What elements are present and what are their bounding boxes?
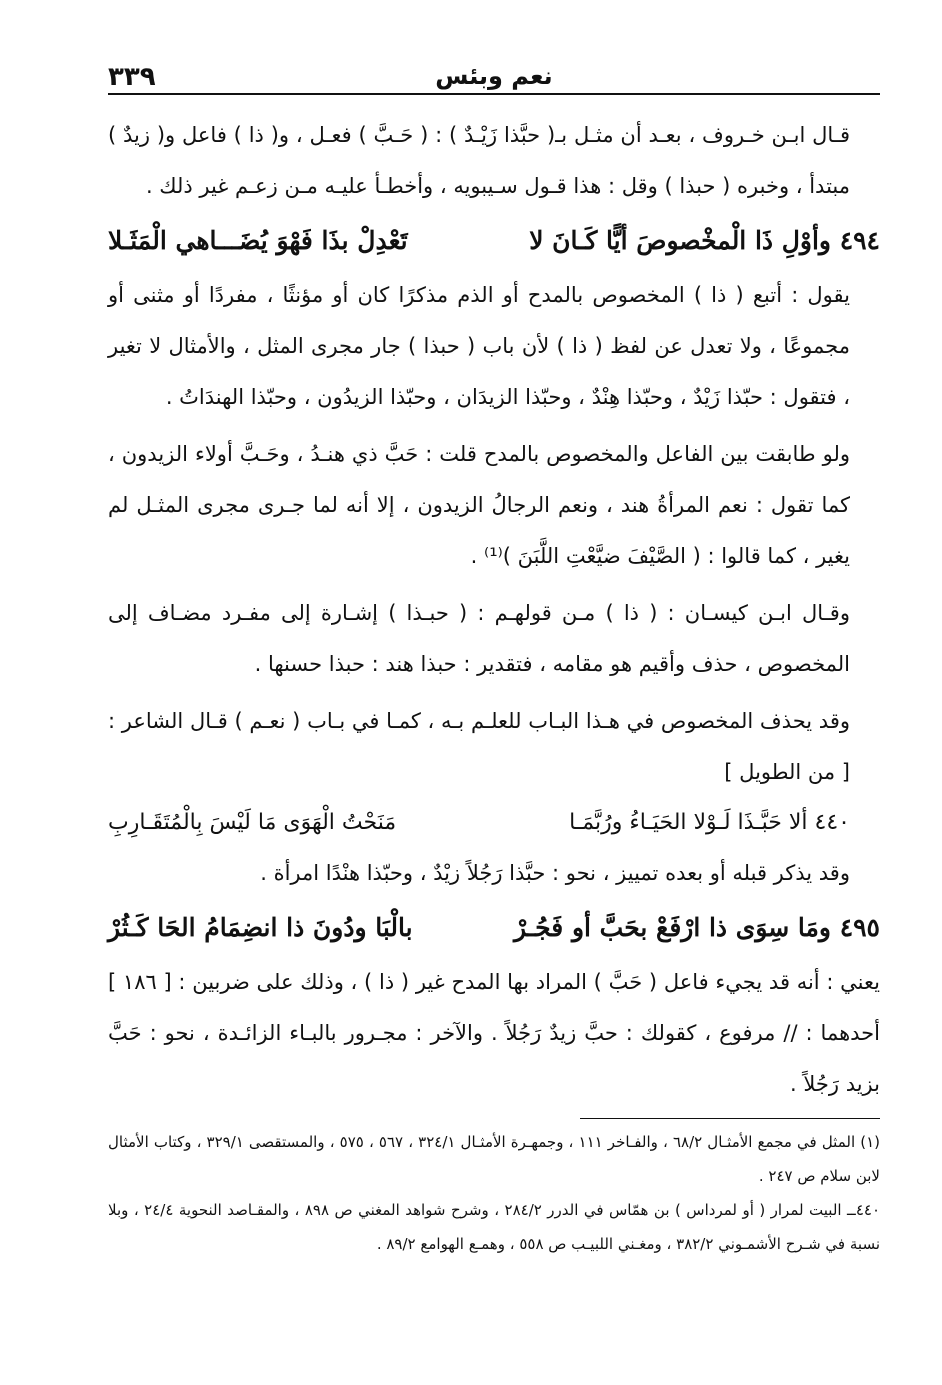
shahid-440 (108, 798, 880, 848)
paragraph-omission: وقد يحذف المخصوص في هـذا البـاب للعلـم بـه ، كمـا في بـاب ( نعـم ) قـال الشاعر : [ من الطويل ] (108, 709, 850, 784)
main-text (108, 110, 880, 1110)
shahid-440-second-hemistich: مَنَحْتُ الْهَوَى مَا لَيْسَ بِالْمُتَقَـارِبِ (108, 810, 397, 835)
paragraph-ibn-kaysan: وقـال ابـن كيسـان : ( ذا ) مـن قولهـم : ( حبـذا ) إشـارة إلى مفـرد مضـاف إلى المخصوص ، حذف وأقيم هو مقامه ، فتقدير : حبذا هند : حبذا حسنها . (108, 601, 850, 676)
paragraph-tamyiz: وقد يذكر قبله أو بعده تمييز ، نحو : حبَّذا رَجُلاً زيْدٌ ، وحبّذا هنْدًا امرأة . (260, 861, 850, 885)
paragraph-agreement: ولو طابقت بين الفاعل والمخصوص بالمدح قلت : حَبَّ ذي هنـدُ ، وحَـبَّ أولاء الزيدون ، كما تقول : نعم المرأةُ هند ، ونعم الرجالُ الزيدون ، إلا أنه لما جـرى مجرى المثـل لم يغير ، كما قالوا : ( الصَّيْفَ ضيَّعْتِ اللَّبَنَ )⁽¹⁾ . (108, 442, 850, 568)
verse-495-second-hemistich: بالْبَا ودُونَ ذا انضِمَامُ الحَا كَـثُرْ (108, 913, 413, 942)
footnote-440: ٤٤٠ــ البيت لمرار ( أو لمرداس ) بن همّاس في الدرر ٢٨٤/٢ ، وشرح شواهد المغني ص ٨٩٨ ، والمقـاصد النحوية ٢٤/٤ ، وبلا نسبة في شـرح الأشمـوني ٣٨٢/٢ ، ومغـني اللبيـب ص ٥٥٨ ، وهمـع الهوامع ٨٩/٢ . (108, 1201, 880, 1253)
page-header (108, 62, 880, 92)
verse-494-second-hemistich: تَعْدِلْ بذَا فَهْوَ يُضَـــاهي الْمَثَـلا (108, 226, 408, 255)
shahid-440-first-hemistich: ٤٤٠ ألا حَبَّـذَا لَـوْلا الحَيَـاءُ ورُبَّمَـا (569, 810, 850, 835)
paragraph-commentary-494: يقول : أتبع ( ذا ) المخصوص بالمدح أو الذم مذكرًا كان أو مؤنثًا ، مفردًا أو مثنى أو مجموعًا ، ولا تعدل عن لفظ ( ذا ) لأن باب ( حبذا ) جار مجرى المثل ، والأمثال لا تغير ، فتقول : حبّذا زَيْدٌ ، وحبّذا هِنْدٌ ، وحبّذا الزيدَان ، وحبّذا الزيدُون ، وحبّذا الهندَاتُ . (108, 283, 850, 409)
verse-495 (108, 901, 880, 955)
verse-494-first-hemistich: ٤٩٤ وأوْلِ ذَا الْمخْصوصَ أيًّا كَـانَ لا (529, 226, 880, 255)
running-title: نعم وبئس (435, 62, 553, 90)
footnotes (108, 1118, 880, 1261)
page-number: ٣٣٩ (108, 62, 156, 92)
paragraph-ibn-kharuf: قـال ابـن خـروف ، بعـد أن مثـل بـ( حبَّذا زَيْـدٌ ) : ( حَـبَّ ) فعـل ، و( ذا ) فاعل و( زيدٌ ) مبتدأ ، وخبره ( حبذا ) وقل : هذا قـول سـيبويه ، وأخطـأ عليـه مـن زعـم غير ذلك . (108, 123, 850, 198)
paragraph-commentary-495: يعني : أنه قد يجيء فاعل ( حَبَّ ) المراد بها المدح غير ( ذا ) ، وذلك على ضربين : [ ١٨٦ ] أحدهما : // مرفوع ، كقولك : حبَّ زيدٌ رَجُلاً . والآخر : مجـرور بالبـاء الزائـدة ، نحو : حَبَّ بزيد رَجُلاً . (108, 970, 880, 1096)
header-rule (108, 93, 880, 95)
footnote-1: (١) المثل في مجمع الأمثـال ٦٨/٢ ، والفـاخر ١١١ ، وجمهـرة الأمثـال ٣٢٤/١ ، ٥٦٧ ، ٥٧٥ ، والمستقصى ٣٢٩/١ ، وكتاب الأمثال لابن سلام ص ٢٤٧ . (108, 1133, 881, 1185)
footnote-rule (580, 1118, 880, 1119)
verse-494 (108, 214, 880, 268)
verse-495-first-hemistich: ٤٩٥ ومَا سِوَى ذا ارْفَعْ بحَبَّ أو فَجُـرْ (514, 913, 880, 942)
